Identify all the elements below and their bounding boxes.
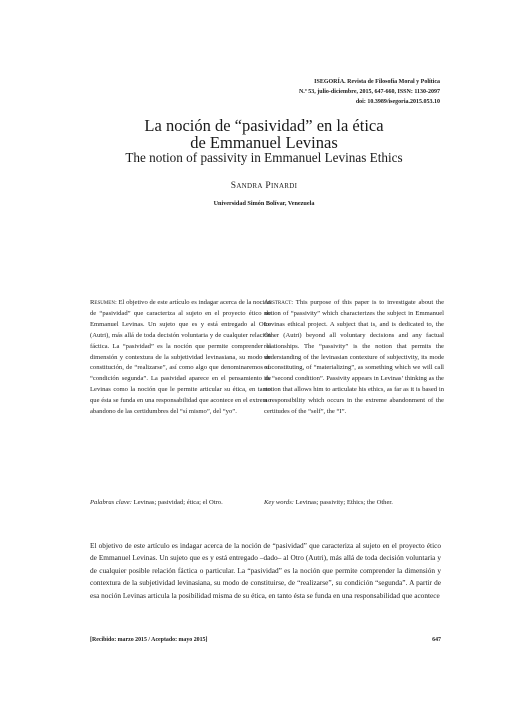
- title-line-2: de Emmanuel Levinas: [190, 133, 338, 152]
- keywords-english-text: Levinas; passivity; Ethics; the Other.: [293, 499, 393, 506]
- body-paragraph-text: El objetivo de este artículo es indagar acerca de la noción de “pasividad” que caracteriza al sujeto en el proyecto ético de Emmanuel Levinas. Un sujeto que es y está entregado –dado– al Otro (Autri), más allá de toda decisión voluntaria y de cualquier posible relación fáctica o particular. La “pasividad” es la noción que permite comprender la dimensión y contextura de la subjetividad levinasiana, su modo de constituirse, de “realizarse”, su condición “segunda”. A partir de esa noción Levinas articula la posibilidad misma de su ética, en tanto ésta se funda en una responsabilidad que acontece: [90, 541, 441, 600]
- received-accepted-dates: [Recibido: marzo 2015 / Aceptado: mayo 2015]: [90, 637, 208, 643]
- body-paragraph: [90, 540, 441, 602]
- page-number: 647: [432, 637, 441, 643]
- author-name: Sandra Pinardi: [230, 181, 298, 191]
- article-title: [0, 117, 528, 151]
- abstract-english-text: This purpose of this paper is to investigate about the notion of “passivity” which characterizes the subject in Emmanuel Levinas ethical project. A subject that is, and is dedicated to, the Other (Autri) beyond all voluntary decisions and any factual relationships. The “passivity” is the notion that permits the understanding of the levinasian contexture of subjectivity, its mode of constituting, of “materializing”, as something which we will call its “second condition”. Passivity appears in Levinas’ thinking as the notion that allows him to articulate his ethics, as far as it is based in a responsibility which occurs in the extreme abandonment of the certitudes of the “self”, the “I”.: [264, 299, 444, 416]
- keywords-english-label: Key words:: [264, 499, 294, 506]
- title-line-1: La noción de “pasividad” en la ética: [144, 116, 384, 135]
- article-subtitle: The notion of passivity in Emmanuel Levinas Ethics: [125, 150, 403, 165]
- journal-name: ISEGORÍA. Revista de Filosofía Moral y Política: [314, 79, 440, 85]
- keywords-spanish: [90, 498, 271, 509]
- abstract-spanish: [90, 298, 271, 418]
- abstract-english: [264, 298, 444, 418]
- journal-issue: N.º 53, julio-diciembre, 2015, 647-660, ISSN: 1130-2097: [298, 89, 440, 95]
- abstract-spanish-text: El objetivo de este artículo es indagar acerca de la noción de “pasividad” que caracteriza al sujeto en el proyecto ético de Emmanuel Levinas. Un sujeto que es y está entregado al Otro (Autri), más allá de toda decisión voluntaria y de cualquier relación fáctica. La “pasividad” es la noción que permite comprender la dimensión y contextura de la subjetividad levinasiana, su modo de constitución, de “realizarse”, así como algo que denominaremos su “condición segunda”. La pasividad aparece en el pensamiento de Levinas como la noción que le permite articular su ética, en tanto que ésta se funda en una responsabilidad que acontece en el extremo abandono de las certidumbres del “sí mismo”, del “yo”.: [90, 299, 271, 416]
- keywords-spanish-text: Levinas; pasividad; ética; el Otro.: [131, 499, 223, 506]
- author-affiliation: Universidad Simón Bolívar, Venezuela: [213, 200, 315, 207]
- abstract-spanish-label: Resumen:: [90, 299, 117, 306]
- keywords-english: [264, 498, 444, 509]
- keywords-spanish-label: Palabras clave:: [90, 499, 132, 506]
- abstract-english-label: Abstract:: [264, 299, 294, 306]
- journal-doi: doi: 10.3989/isegoria.2015.053.10: [355, 99, 440, 105]
- journal-metadata: [140, 77, 440, 107]
